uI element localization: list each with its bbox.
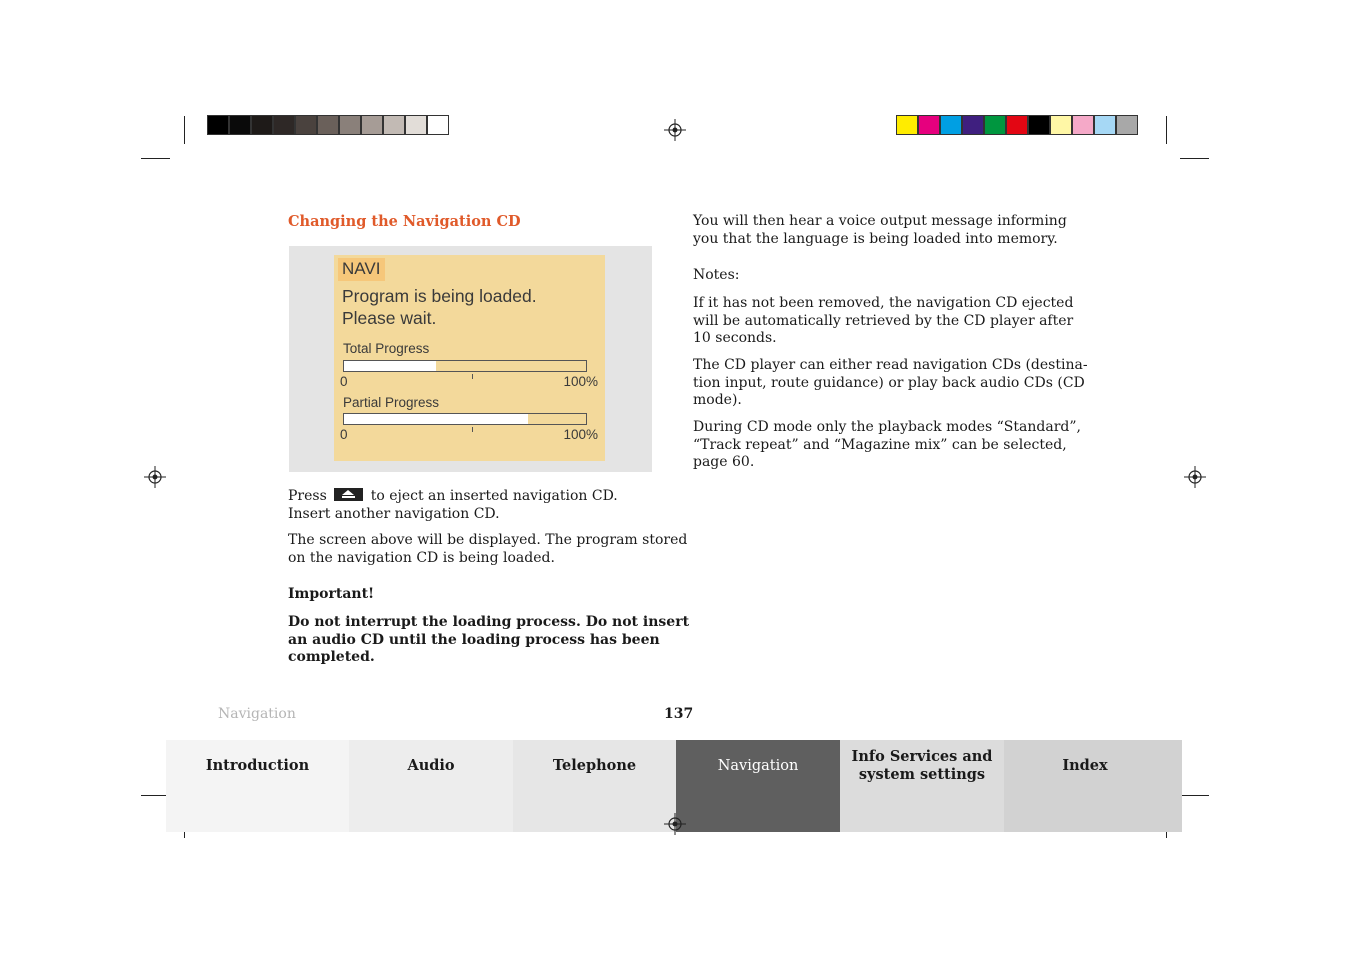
notes-label: Notes: [693, 267, 740, 283]
color-swatch [317, 115, 339, 135]
eject-instruction: Press to eject an inserted navigation CD. Insert another navigation CD. [288, 488, 618, 522]
color-swatch [1116, 115, 1138, 135]
screen-paragraph: The screen above will be displayed. The program stored on the navigation CD is being loaded. [288, 532, 688, 566]
total-progress-label: Total Progress [343, 341, 430, 356]
color-swatch [1094, 115, 1116, 135]
color-swatch [896, 115, 918, 135]
color-swatch [207, 115, 229, 135]
tab-navigation[interactable]: Navigation [676, 740, 840, 832]
section-heading: Changing the Navigation CD [288, 213, 521, 230]
tab-telephone[interactable]: Telephone [513, 740, 676, 832]
page-number: 137 [664, 706, 694, 722]
color-swatch [962, 115, 984, 135]
registration-mark-icon [664, 119, 686, 141]
tab-introduction[interactable]: Introduction [166, 740, 349, 832]
note-playback-modes: During CD mode only the playback modes “Standard”, “Track repeat” and “Magazine mix” can be selected, page 60. [693, 419, 1081, 470]
color-swatch [1006, 115, 1028, 135]
color-swatch-strip [896, 115, 1138, 137]
tab-index[interactable]: Index [1004, 740, 1182, 832]
color-swatch [273, 115, 295, 135]
total-progress-fill [344, 361, 436, 371]
important-label: Important! [288, 586, 375, 602]
color-swatch [984, 115, 1006, 135]
crop-mark [1180, 795, 1209, 796]
registration-mark-icon [1184, 466, 1206, 488]
partial-progress-label: Partial Progress [343, 395, 440, 410]
total-progress-scale: 0 100% [340, 374, 598, 389]
crop-mark [1166, 116, 1167, 144]
color-swatch [405, 115, 427, 135]
crop-mark [1180, 158, 1209, 159]
note-cd-modes: The CD player can either read navigation CDs (destina- tion input, route guidance) or play back audio CDs (CD mode). [693, 357, 1088, 408]
navi-tag: NAVI [338, 258, 385, 281]
note-auto-retrieve: If it has not been removed, the navigation CD ejected will be automatically retrieved by the CD player after 10 seconds. [693, 295, 1074, 346]
color-swatch [295, 115, 317, 135]
loading-message: Program is being loaded. Please wait. [342, 286, 537, 328]
color-swatch [229, 115, 251, 135]
tab-info-services[interactable]: Info Services and system settings [840, 740, 1004, 832]
navi-display-screen [334, 255, 605, 461]
partial-progress-bar [343, 413, 587, 425]
color-swatch [383, 115, 405, 135]
color-swatch [339, 115, 361, 135]
total-progress-bar [343, 360, 587, 372]
registration-mark-icon [664, 813, 686, 835]
color-swatch [1028, 115, 1050, 135]
eject-icon [334, 488, 363, 501]
color-swatch [940, 115, 962, 135]
registration-mark-icon [144, 466, 166, 488]
warning-paragraph: Do not interrupt the loading process. Do not insert an audio CD until the loading process has been completed. [288, 614, 690, 665]
partial-progress-scale: 0 100% [340, 427, 598, 442]
tab-audio[interactable]: Audio [349, 740, 513, 832]
crop-mark [141, 158, 170, 159]
color-swatch [251, 115, 273, 135]
partial-progress-fill [344, 414, 528, 424]
crop-mark [184, 116, 185, 144]
color-swatch [918, 115, 940, 135]
color-swatch [361, 115, 383, 135]
gray-swatch-strip [207, 115, 449, 137]
color-swatch [1072, 115, 1094, 135]
voice-output-paragraph: You will then hear a voice output message informing you that the language is being loaded into memory. [693, 213, 1067, 247]
color-swatch [1050, 115, 1072, 135]
footer-section-name: Navigation [218, 706, 296, 722]
color-swatch [427, 115, 449, 135]
